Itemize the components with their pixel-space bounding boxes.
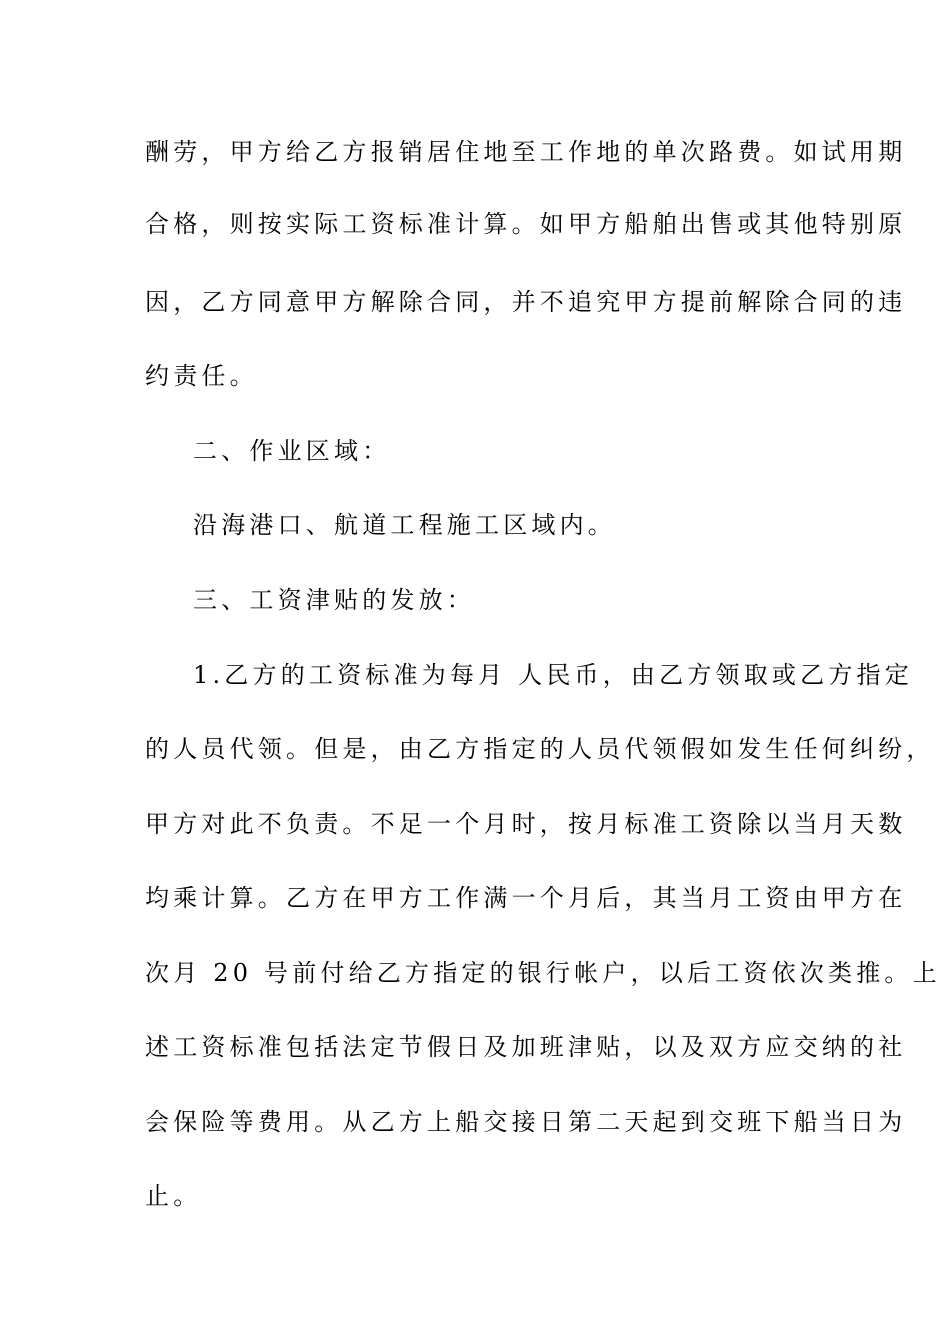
section-heading: 二、作业区域： <box>193 437 391 465</box>
text-line: 约责任。 <box>145 362 258 390</box>
text-line: 沿海港口、航道工程施工区域内。 <box>193 511 616 539</box>
text-line: 会保险等费用。从乙方上船交接日第二天起到交班下船当日为 <box>145 1108 907 1136</box>
text-line: 述工资标准包括法定节假日及加班津贴，以及双方应交纳的社 <box>145 1033 907 1061</box>
text-line: 均乘计算。乙方在甲方工作满一个月后，其当月工资由甲方在 <box>145 884 907 912</box>
text-line: 甲方对此不负责。不足一个月时，按月标准工资除以当月天数 <box>145 810 907 838</box>
section-heading: 三、工资津贴的发放： <box>193 586 475 614</box>
text-line: 1.乙方的工资标准为每月 人民币，由乙方领取或乙方指定 <box>193 661 913 689</box>
text-line: 次月 20 号前付给乙方指定的银行帐户，以后工资依次类推。上 <box>145 959 941 987</box>
text-line: 因，乙方同意甲方解除合同，并不追究甲方提前解除合同的违 <box>145 288 907 316</box>
text-line: 酬劳，甲方给乙方报销居住地至工作地的单次路费。如试用期 <box>145 138 907 166</box>
text-line: 的人员代领。但是，由乙方指定的人员代领假如发生任何纠纷， <box>145 735 935 763</box>
text-line: 合格，则按实际工资标准计算。如甲方船舶出售或其他特别原 <box>145 210 907 238</box>
text-line: 止。 <box>145 1182 202 1210</box>
